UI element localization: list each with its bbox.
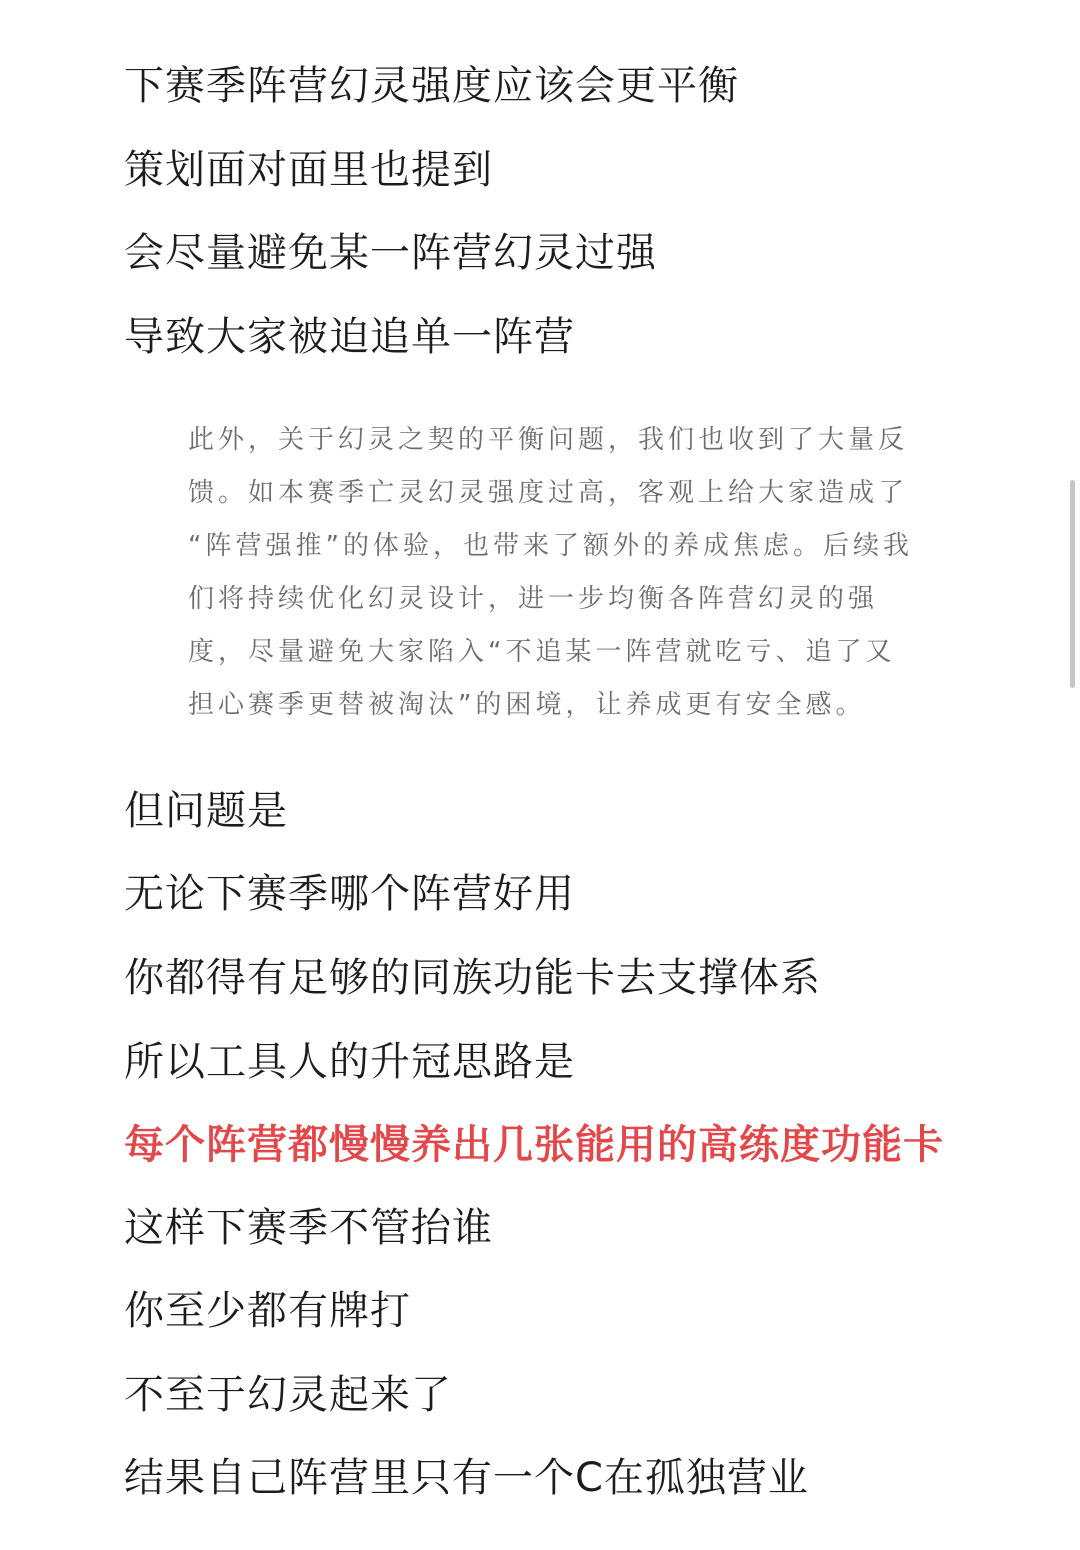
text-line: 会尽量避免某一阵营幻灵过强 [124, 230, 657, 276]
quoted-screenshot [188, 414, 913, 732]
text-line: 你至少都有牌打 [124, 1288, 411, 1334]
quote-line: 们将持续优化幻灵设计，进一步均衡各阵营幻灵的强 [188, 584, 879, 614]
text-line: 导致大家被迫追单一阵营 [124, 314, 575, 360]
quote-line: 馈。如本赛季亡灵幻灵强度过高，客观上给大家造成了 [188, 478, 909, 508]
text-line: 你都得有足够的同族功能卡去支撑体系 [124, 955, 821, 1001]
quote-line: 度，尽量避免大家陷入“不追某一阵营就吃亏、追了又 [188, 637, 896, 667]
highlighted-text-line: 每个阵营都慢慢养出几张能用的高练度功能卡 [124, 1122, 944, 1168]
text-line: 但问题是 [124, 788, 288, 834]
text-line: 不至于幻灵起来了 [124, 1372, 452, 1418]
text-line: 结果自己阵营里只有一个C在孤独营业 [124, 1455, 809, 1501]
text-line: 策划面对面里也提到 [124, 147, 493, 193]
vertical-scrollbar[interactable] [1070, 480, 1075, 688]
text-line: 下赛季阵营幻灵强度应该会更平衡 [124, 63, 739, 109]
quote-line: “阵营强推”的体验，也带来了额外的养成焦虑。后续我 [188, 531, 913, 561]
quote-line: 担心赛季更替被淘汰”的困境，让养成更有安全感。 [188, 690, 866, 720]
text-line: 这样下赛季不管抬谁 [124, 1205, 493, 1251]
text-line: 所以工具人的升冠思路是 [124, 1039, 575, 1085]
text-line: 无论下赛季哪个阵营好用 [124, 871, 575, 917]
quote-line: 此外，关于幻灵之契的平衡问题，我们也收到了大量反 [188, 425, 909, 455]
